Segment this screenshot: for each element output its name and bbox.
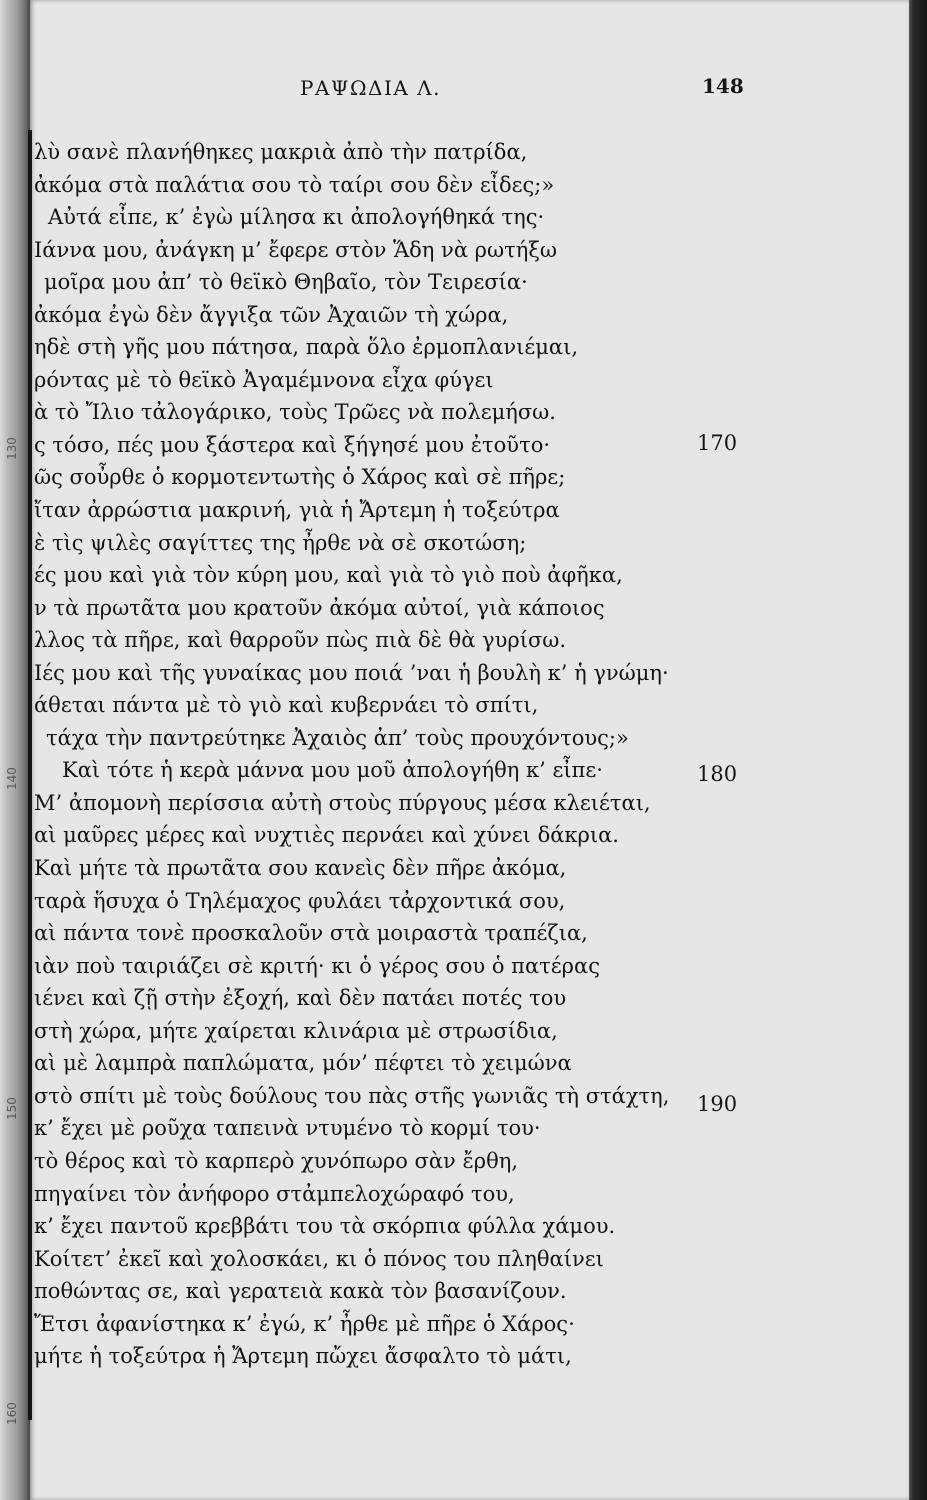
verse-line: Μ’ ἀπομονὴ περίσσια αὐτὴ στοὺς πύργους μέσα κλειέται,: [34, 790, 651, 815]
verse-line: στὸ σπίτι μὲ τοὺς δούλους του πὰς στῆς γωνιᾶς τὴ στάχτη,: [34, 1083, 670, 1108]
verse-line: αὶ μαῦρες μέρες καὶ νυχτιὲς περνάει καὶ χύνει δάκρια.: [34, 823, 619, 848]
verse-line: τάχα τὴν παντρεύτηκε Ἀχαιὸς ἀπ’ τοὺς προυχόντους;»: [46, 725, 629, 750]
line-number-170: 170: [697, 431, 738, 455]
running-head-title: ΡΑΨΩΔΙΑ Λ.: [300, 76, 441, 100]
verse-line: αὶ μὲ λαμπρὰ παπλώματα, μόν’ πέφτει τὸ χειμώνα: [34, 1051, 572, 1076]
verse-line: ἀκόμα ἐγὼ δὲν ἄγγιξα τῶν Ἀχαιῶν τὴ χώρα,: [34, 302, 509, 327]
verse-line: στὴ χώρα, μήτε χαίρεται κλινάρια μὲ στρωσίδια,: [34, 1018, 558, 1043]
verse-line: Ἔτσι ἀφανίστηκα κ’ ἐγώ, κ’ ἦρθε μὲ πῆρε ὁ Χάρος·: [34, 1311, 575, 1336]
verse-line: άθεται πάντα μὲ τὸ γιὸ καὶ κυβερνάει τὸ σπίτι,: [34, 693, 539, 718]
verse-line: κ’ ἔχει παντοῦ κρεββάτι του τὰ σκόρπια φύλλα χάμου.: [34, 1214, 616, 1239]
verse-line: πηγαίνει τὸν ἀνήφορο στἀμπελοχώραφό του,: [34, 1181, 515, 1206]
verse-line: ὲ τὶς ψιλὲς σαγίττες της ἦρθε νὰ σὲ σκοτώση;: [34, 530, 527, 555]
verse-line: ποθώντας σε, καὶ γερατειὰ κακὰ τὸν βασανίζουν.: [34, 1279, 567, 1304]
verse-line: ἴταν ἀρρώστια μακρινή, γιὰ ἡ Ἄρτεμη ἡ τοξεύτρα: [34, 498, 560, 523]
verse-line: Αὐτά εἶπε, κ’ ἐγὼ μίλησα κι ἀπολογήθηκά της·: [48, 205, 545, 230]
verse-line: ἀκόμα στὰ παλάτια σου τὸ ταίρι σου δὲν εἶδες;»: [34, 172, 555, 197]
verse-line: μοῖρα μου ἀπ’ τὸ θεϊκὸ Θηβαῖο, τὸν Τειρεσία·: [44, 270, 528, 295]
verse-line: αὶ πάντα τονὲ προσκαλοῦν στὰ μοιραστὰ τραπέζια,: [34, 921, 588, 946]
verse-line: Κοίτετ’ ἐκεῖ καὶ χολοσκάει, κι ὁ πόνος του πληθαίνει: [34, 1246, 604, 1271]
verse-line: κ’ ἔχει μὲ ροῦχα ταπεινὰ ντυμένο τὸ κορμί του·: [34, 1116, 541, 1141]
verse-line: ὰ τὸ Ἴλιο τἀλογάρικο, τοὺς Τρῶες νὰ πολεμήσω.: [34, 400, 556, 425]
facing-page-line-number: 160: [5, 1402, 19, 1425]
verse-line: Ιάννα μου, ἀνάγκη μ’ ἔφερε στὸν Ἅδη νὰ ρωτήξω: [34, 237, 558, 262]
verse-line: λλος τὰ πῆρε, καὶ θαρροῦν πὼς πιὰ δὲ θὰ γυρίσω.: [34, 628, 567, 653]
verse-line: ρόντας μὲ τὸ θεϊκὸ Ἀγαμέμνονα εἶχα φύγει: [34, 367, 494, 392]
line-number-190: 190: [697, 1092, 738, 1116]
verse-line: μήτε ἡ τοξεύτρα ἡ Ἄρτεμη πὤχει ἄσφαλτο τὸ μάτι,: [34, 1344, 572, 1369]
page-number: 148: [702, 74, 744, 98]
verse-line: Καὶ τότε ἡ κερὰ μάννα μου μοῦ ἀπολογήθη κ’ εἶπε·: [62, 758, 603, 783]
facing-page-line-number: 130: [5, 437, 19, 460]
page-right-edge: [909, 0, 927, 1500]
verse-line: ν τὰ πρωτᾶτα μου κρατοῦν ἀκόμα αὐτοί, γιὰ κάποιος: [34, 595, 605, 620]
facing-page-line-number: 150: [5, 1097, 19, 1120]
verse-line: ς τόσο, πές μου ξάστερα καὶ ξήγησέ μου ἐτοῦτο·: [34, 432, 551, 457]
verse-line: λὺ σανὲ πλανήθηκες μακριὰ ἀπὸ τὴν πατρίδα,: [34, 140, 528, 164]
verse-line: ιὰν ποὺ ταιριάζει σὲ κριτή· κι ὁ γέρος σου ὁ πατέρας: [34, 953, 600, 978]
facing-page-line-number: 140: [5, 767, 19, 790]
verse-line: τὸ θέρος καὶ τὸ καρπερὸ χυνόπωρο σὰν ἔρθη,: [34, 1148, 518, 1173]
verse-line: Ιές μου καὶ τῆς γυναίκας μου ποιά ’ναι ἡ βουλὴ κ’ ἡ γνώμη·: [34, 660, 669, 685]
verse-line: ηδὲ στὴ γῆς μου πάτησα, παρὰ ὅλο ἐρμοπλανιέμαι,: [34, 335, 579, 360]
line-number-180: 180: [697, 762, 738, 786]
verse-text: [34, 136, 734, 1373]
gutter-shadow: [28, 130, 32, 1420]
verse-line: ιένει καὶ ζῇ στὴν ἐξοχή, καὶ δὲν πατάει ποτές του: [34, 986, 567, 1011]
verse-line: ῶς σοὖρθε ὁ κορμοτεντωτὴς ὁ Χάρος καὶ σὲ πῆρε;: [34, 465, 566, 490]
verse-line: ταρὰ ἥσυχα ὁ Τηλέμαχος φυλάει τἀρχοντικά σου,: [34, 888, 566, 913]
verse-line: Καὶ μήτε τὰ πρωτᾶτα σου κανεὶς δὲν πῆρε ἀκόμα,: [34, 856, 567, 881]
verse-line: ές μου καὶ γιὰ τὸν κύρη μου, καὶ γιὰ τὸ γιὸ ποὺ ἀφῆκα,: [34, 563, 623, 588]
